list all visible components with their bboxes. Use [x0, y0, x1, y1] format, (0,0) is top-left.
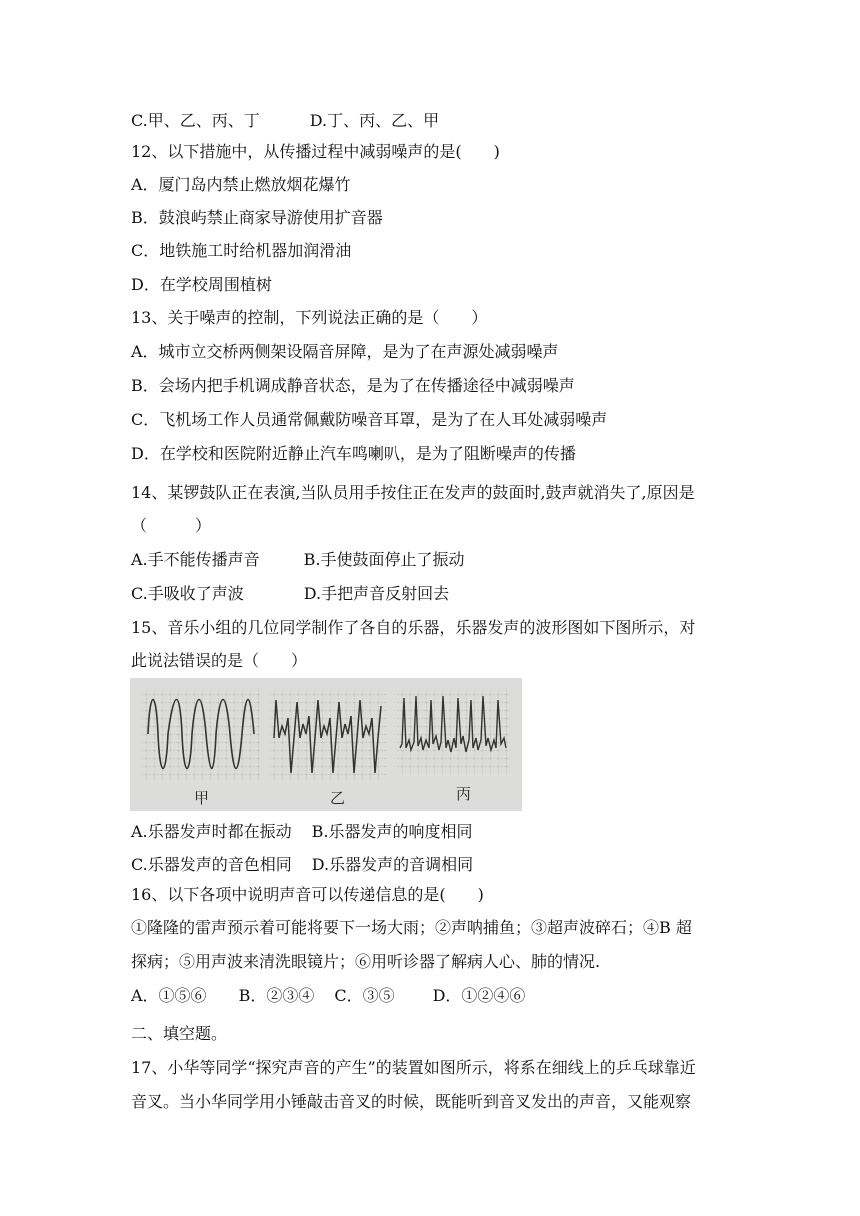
q13-option-b: B．会场内把手机调成静音状态，是为了在传播途径中减弱噪声 — [131, 376, 575, 395]
q16-stem: 16、以下各项中说明声音可以传递信息的是( ) — [131, 885, 484, 904]
q16-option-b: B．②③④ — [238, 986, 315, 1005]
waveform-label-jia: 甲 — [194, 789, 210, 807]
q15-option-d: D.乐器发声的音调相同 — [311, 855, 474, 874]
section-2-heading: 二、填空题。 — [131, 1024, 228, 1043]
q13-stem: 13、关于噪声的控制，下列说法正确的是（ ） — [131, 308, 488, 327]
q14-option-c: C.手吸收了声波 — [131, 584, 244, 603]
q15-option-b: B.乐器发声的响度相同 — [311, 822, 473, 841]
q14-option-a: A.手不能传播声音 — [131, 550, 260, 569]
q12-option-d: D．在学校周围植树 — [131, 275, 272, 294]
q13-option-c: C．飞机场工作人员通常佩戴防噪音耳罩，是为了在人耳处减弱噪声 — [131, 410, 608, 429]
q15-option-c: C.乐器发声的音色相同 — [131, 855, 292, 874]
q11-option-d: D.丁、丙、乙、甲 — [309, 111, 440, 130]
q14-options-row2 — [131, 583, 449, 605]
q16-option-c: C．③⑤ — [334, 986, 395, 1005]
q15-stem-line1: 15、音乐小组的几位同学制作了各自的乐器，乐器发声的波形图如下图所示，对 — [131, 618, 696, 637]
q16-body-line2: 探病；⑤用声波来清洗眼镜片；⑥用听诊器了解病人心、肺的情况. — [131, 952, 601, 971]
q12-stem: 12、以下措施中，从传播过程中减弱噪声的是( ) — [131, 142, 500, 161]
q13-option-a: A．城市立交桥两侧架设隔音屏障，是为了在声源处减弱噪声 — [131, 342, 559, 361]
waveform-panel-bing — [396, 688, 510, 774]
q14-options-row1 — [131, 549, 465, 571]
waveform-svg — [130, 678, 522, 811]
q16-option-d: D．①②④⑥ — [432, 986, 526, 1005]
q17-line1: 17、小华等同学“探究声音的产生”的装置如图所示，将系在细线上的乒乓球靠近 — [131, 1058, 696, 1077]
q16-option-a: A．①⑤⑥ — [131, 986, 207, 1005]
waveform-label-yi: 乙 — [330, 789, 346, 807]
q12-option-b: B．鼓浪屿禁止商家导游使用扩音器 — [131, 208, 383, 227]
waveform-label-bing: 丙 — [456, 785, 472, 803]
q15-options-row2 — [131, 854, 473, 876]
q15-option-a: A.乐器发声时都在振动 — [131, 822, 292, 841]
q14-option-b: B.手使鼓面停止了振动 — [303, 550, 465, 569]
q12-option-a: A．厦门岛内禁止燃放烟花爆竹 — [131, 175, 351, 194]
q14-stem-line1: 14、某锣鼓队正在表演,当队员用手按住正在发声的鼓面时,鼓声就消失了,原因是 — [131, 483, 695, 502]
q16-body-line1: ①隆隆的雷声预示着可能将要下一场大雨；②声呐捕鱼；③超声波碎石；④B 超 — [131, 918, 692, 937]
q13-option-d: D．在学校和医院附近静止汽车鸣喇叭，是为了阻断噪声的传播 — [131, 444, 576, 463]
q16-options-row — [131, 985, 525, 1007]
q17-line2: 音叉。当小华同学用小锤敲击音叉的时候，既能听到音叉发出的声音，又能观察 — [131, 1092, 692, 1111]
q11-option-c: C.甲、乙、丙、丁 — [131, 111, 260, 130]
q12-option-c: C．地铁施工时给机器加润滑油 — [131, 241, 352, 260]
q14-stem-line2: （ ） — [131, 516, 212, 535]
q11-options-row — [131, 110, 439, 132]
q15-stem-line2: 此说法错误的是（ ） — [131, 651, 308, 670]
waveform-figure — [130, 678, 522, 811]
q14-option-d: D.手把声音反射回去 — [303, 584, 450, 603]
q15-options-row1 — [131, 821, 473, 843]
